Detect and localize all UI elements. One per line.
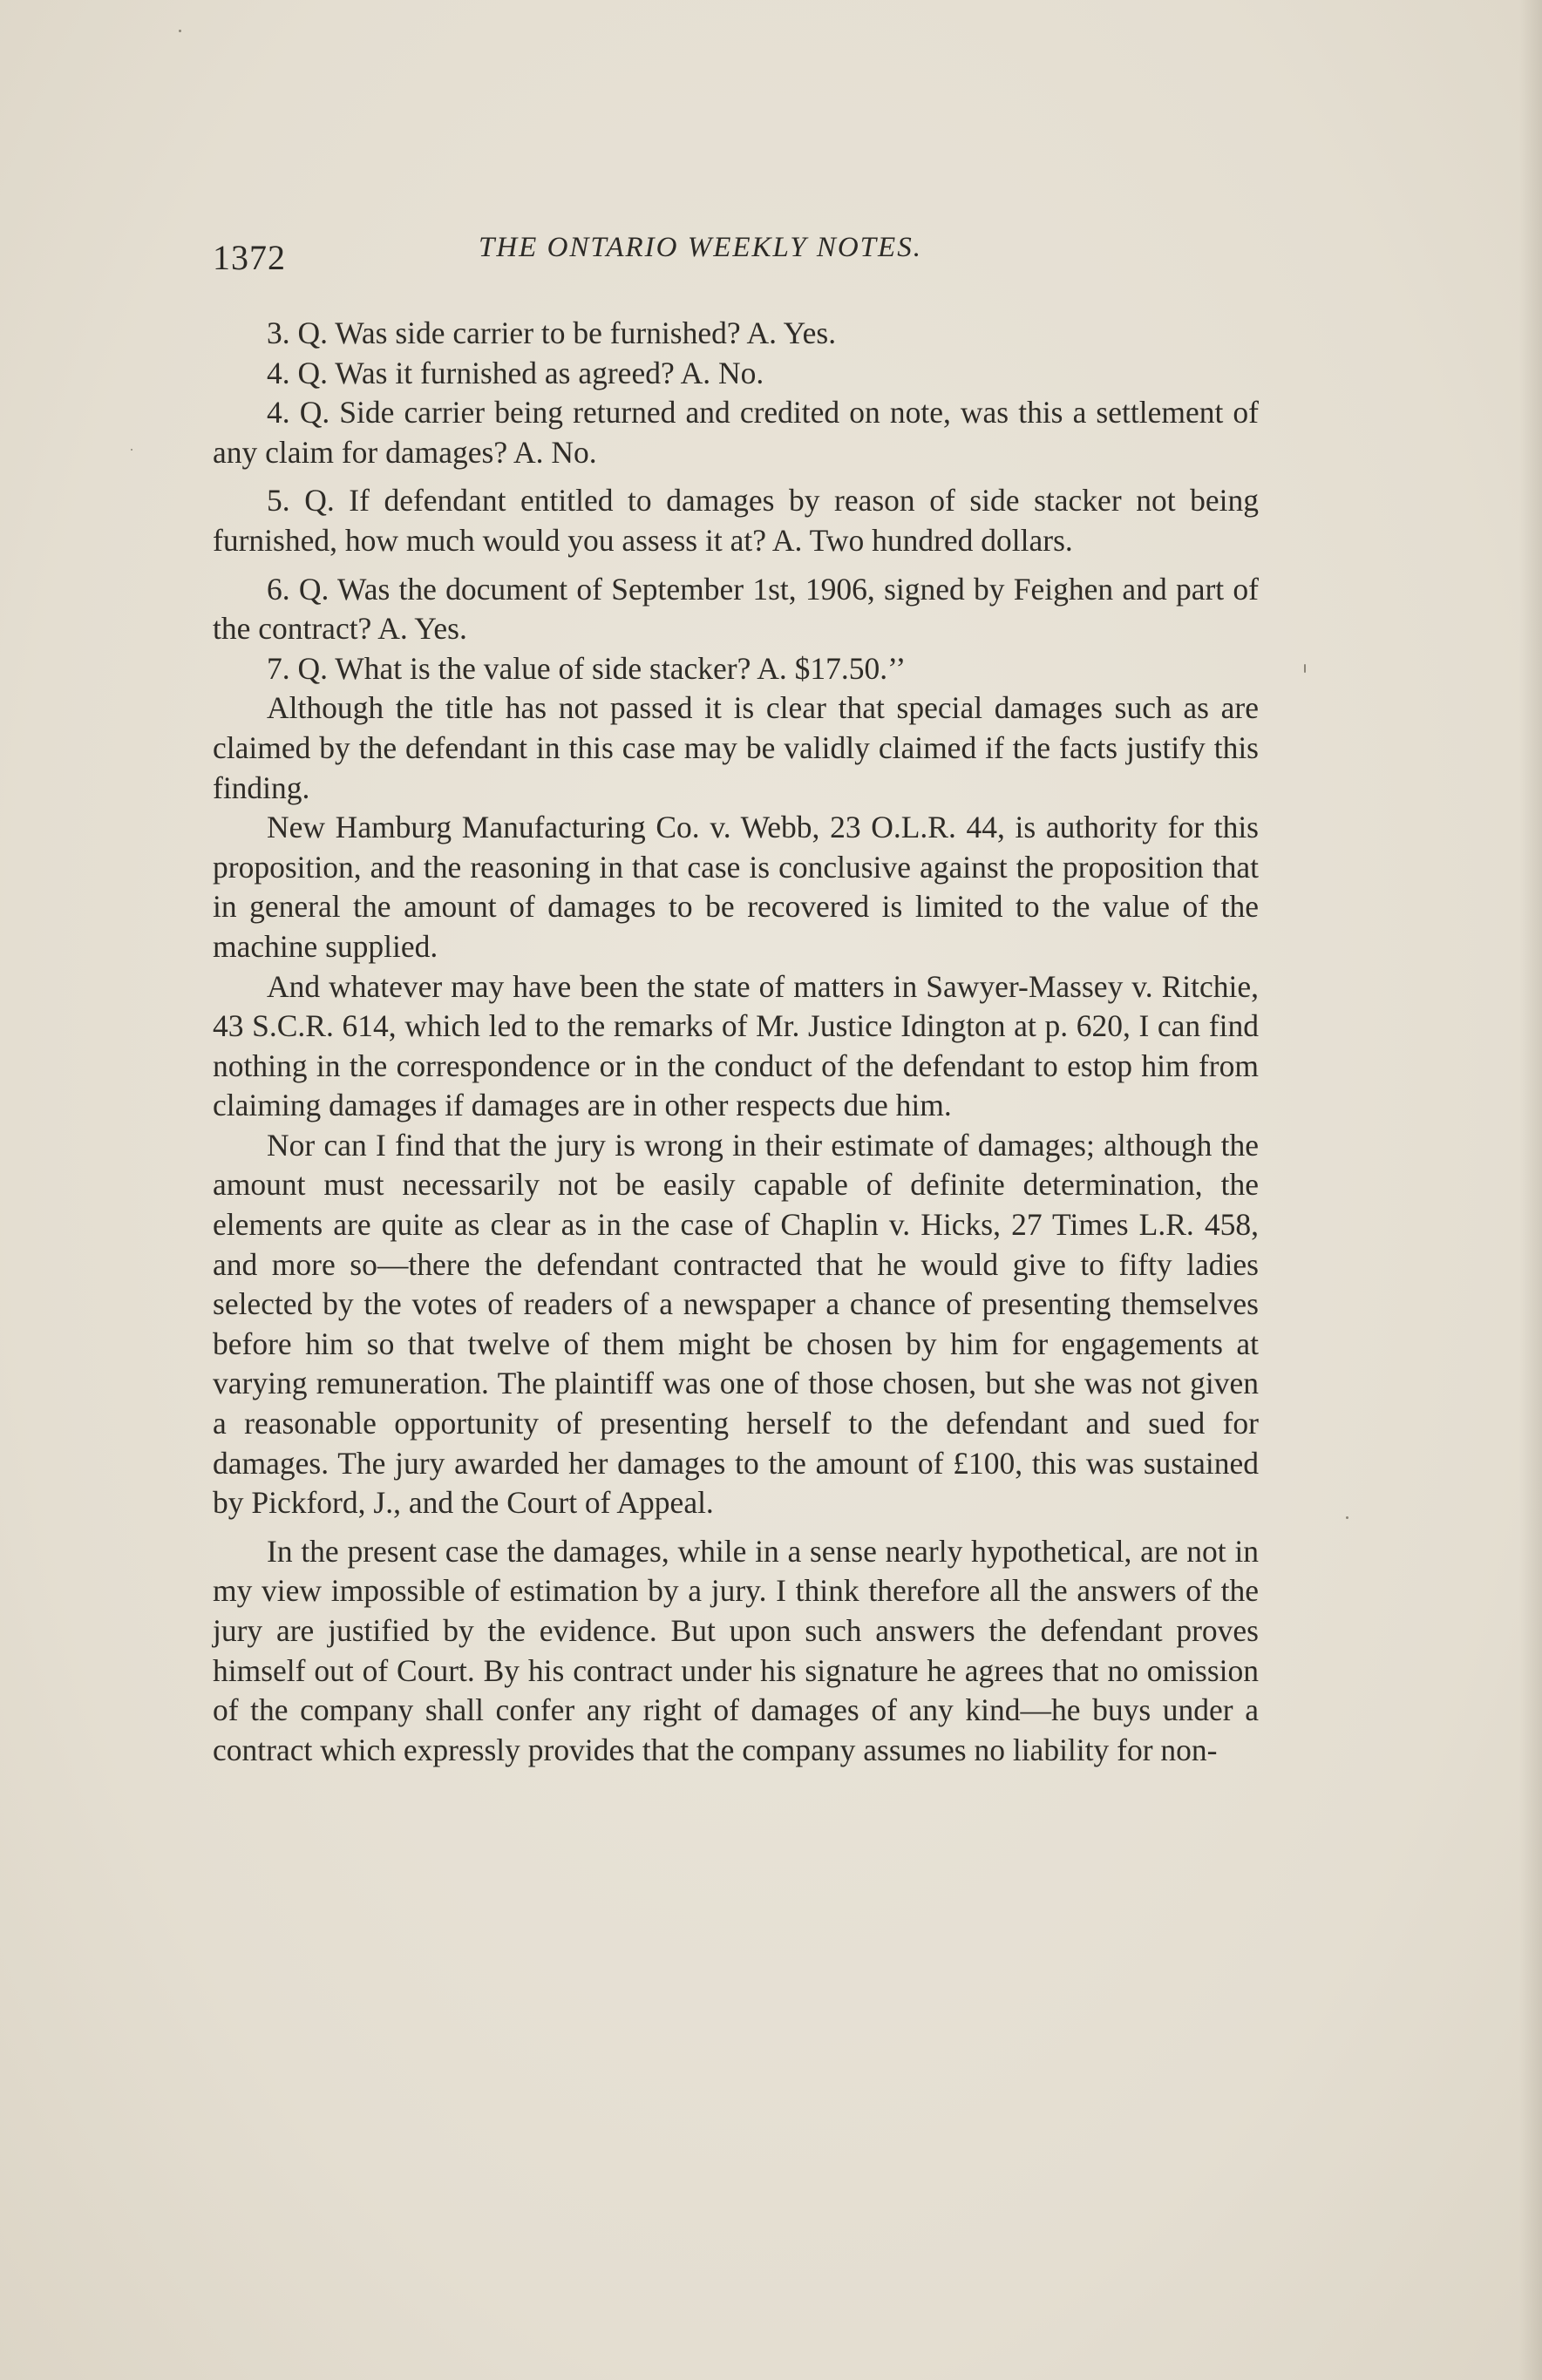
paragraph: 7. Q. What is the value of side stacker? A. $17.50.’’ bbox=[267, 650, 907, 686]
body-text bbox=[213, 314, 1259, 1770]
page-edge-shadow bbox=[1519, 0, 1542, 2380]
paper-speck bbox=[1346, 1516, 1348, 1519]
page-number: 1372 bbox=[213, 238, 286, 277]
paragraph: And whatever may have been the state of matters in Sawyer-Massey v. Ritchie, 43 S.C.R. 614, which led to the remarks of Mr. Justice Idington at p. 620, I can find nothing in the correspondence or in the conduct of the defendant to estop him from claiming damages if damages are in other respects due him. bbox=[213, 968, 1259, 1123]
paragraph: In the present case the damages, while in a sense nearly hypothetical, are not in my view impossible of estimation by a jury. I think therefore all the answers of the jury are justified by the evidence. But upon such answers the defendant proves himself out of Court. By his contract under his signature he agrees that no omission of the company shall confer any right of damages of any kind—he buys under a contract which expressly provides that the company assumes no liability for non- bbox=[213, 1533, 1259, 1767]
paragraph: 4. Q. Side carrier being returned and credited on note, was this a settlement of any claim for damages? A. No. bbox=[213, 395, 1259, 470]
paragraph: New Hamburg Manufacturing Co. v. Webb, 23 O.L.R. 44, is authority for this proposition, and the reasoning in that case is conclusive against the proposition that in general the amount of damages to be recovered is limited to the value of the machine supplied. bbox=[213, 810, 1259, 964]
paper-speck bbox=[1304, 664, 1306, 673]
paper-speck bbox=[179, 30, 181, 32]
paragraph: 5. Q. If defendant entitled to damages by reason of side stacker not being furnished, how much would you assess it at? A. Two hundred dollars. bbox=[213, 483, 1259, 558]
page-header bbox=[213, 225, 1259, 286]
paragraph: Nor can I find that the jury is wrong in their estimate of damages; although the amount must necessarily not be easily capable of definite determination, the elements are quite as clear as in the case of Chaplin v. Hicks, 27 Times L.R. 458, and more so—there the defendant contracted that he would give to fifty ladies selected by the votes of readers of a newspaper a chance of presenting themselves before him so that twelve of them might be chosen by him for engagements at varying remuneration. The plaintiff was one of those chosen, but she was not given a reasonable opportunity of presenting herself to the defendant and sued for damages. The jury awarded her damages to the amount of £100, this was sustained by Pickford, J., and the Court of Appeal. bbox=[213, 1127, 1259, 1521]
paragraph: 4. Q. Was it furnished as agreed? A. No. bbox=[267, 355, 764, 390]
paragraph: Although the title has not passed it is clear that special damages such as are claimed by the defendant in this case may be validly claimed if the facts justify this finding. bbox=[213, 690, 1259, 805]
paragraph: 6. Q. Was the document of September 1st, 1906, signed by Feighen and part of the contract? A. Yes. bbox=[213, 571, 1259, 647]
paper-speck bbox=[131, 449, 132, 451]
running-head: THE ONTARIO WEEKLY NOTES. bbox=[479, 232, 922, 263]
paragraph: 3. Q. Was side carrier to be furnished? A. Yes. bbox=[267, 315, 837, 350]
